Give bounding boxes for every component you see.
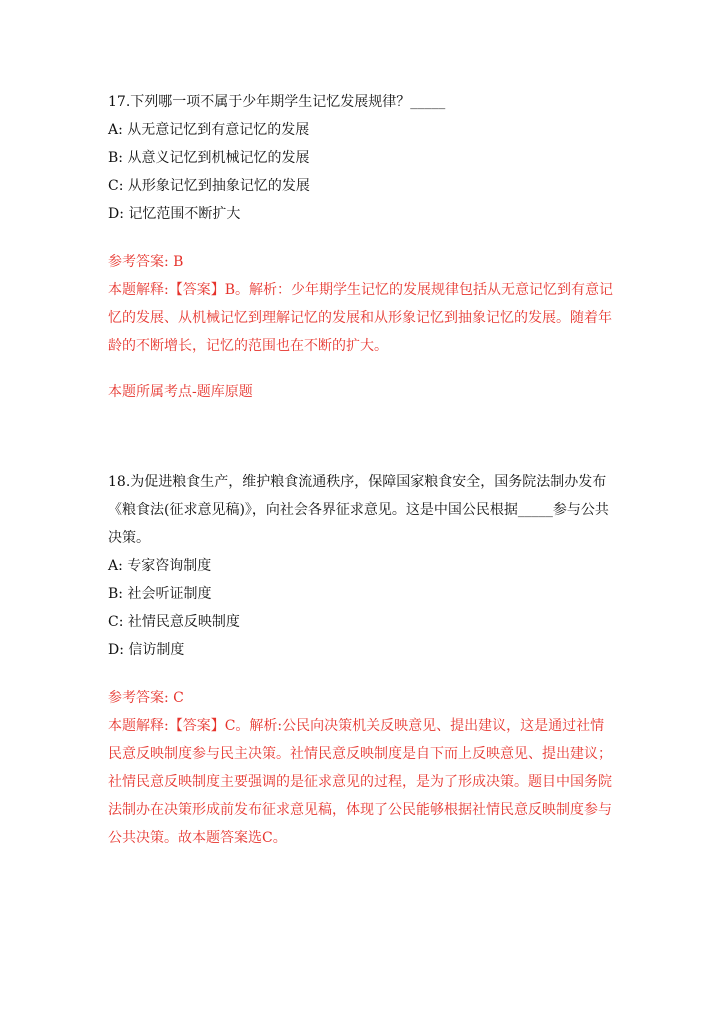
- reference-answer: 参考答案: C: [108, 690, 184, 706]
- document-page: [108, 88, 618, 852]
- question-17: [108, 88, 618, 406]
- option-a: A: 专家咨询制度: [108, 558, 212, 574]
- option-d: D: 信访制度: [108, 642, 185, 658]
- question-stem: 17.下列哪一项不属于少年期学生记忆发展规律？_____: [108, 94, 446, 110]
- option-c: C: 从形象记忆到抽象记忆的发展: [108, 178, 310, 194]
- option-a: A: 从无意记忆到有意记忆的发展: [108, 122, 310, 138]
- question-stem: 18.为促进粮食生产，维护粮食流通秩序，保障国家粮食安全，国务院法制办发布《粮食法(征求意见稿)》，向社会各界征求意见。这是中国公民根据_____参与公共决策。: [108, 474, 609, 546]
- answer-explanation: 本题解释:【答案】C。解析:公民向决策机关反映意见、提出建议，这是通过社情民意反映制度参与民主决策。社情民意反映制度是自下而上反映意见、提出建议；社情民意反映制度主要强调的是征求意见的过程，是为了形成决策。题目中国务院法制办在决策形成前发布征求意见稿，体现了公民能够根据社情民意反映制度参与公共决策。故本题答案选C。: [108, 718, 612, 846]
- option-d: D: 记忆范围不断扩大: [108, 206, 241, 222]
- question-18: [108, 468, 618, 852]
- option-b: B: 社会听证制度: [108, 586, 212, 602]
- option-c: C: 社情民意反映制度: [108, 614, 240, 630]
- topic-tag: 本题所属考点-题库原题: [108, 384, 253, 400]
- answer-explanation: 本题解释:【答案】B。解析：少年期学生记忆的发展规律包括从无意记忆到有意记忆的发展、从机械记忆到理解记忆的发展和从形象记忆到抽象记忆的发展。随着年龄的不断增长，记忆的范围也在不断的扩大。: [108, 282, 614, 354]
- reference-answer: 参考答案: B: [108, 254, 184, 270]
- option-b: B: 从意义记忆到机械记忆的发展: [108, 150, 310, 166]
